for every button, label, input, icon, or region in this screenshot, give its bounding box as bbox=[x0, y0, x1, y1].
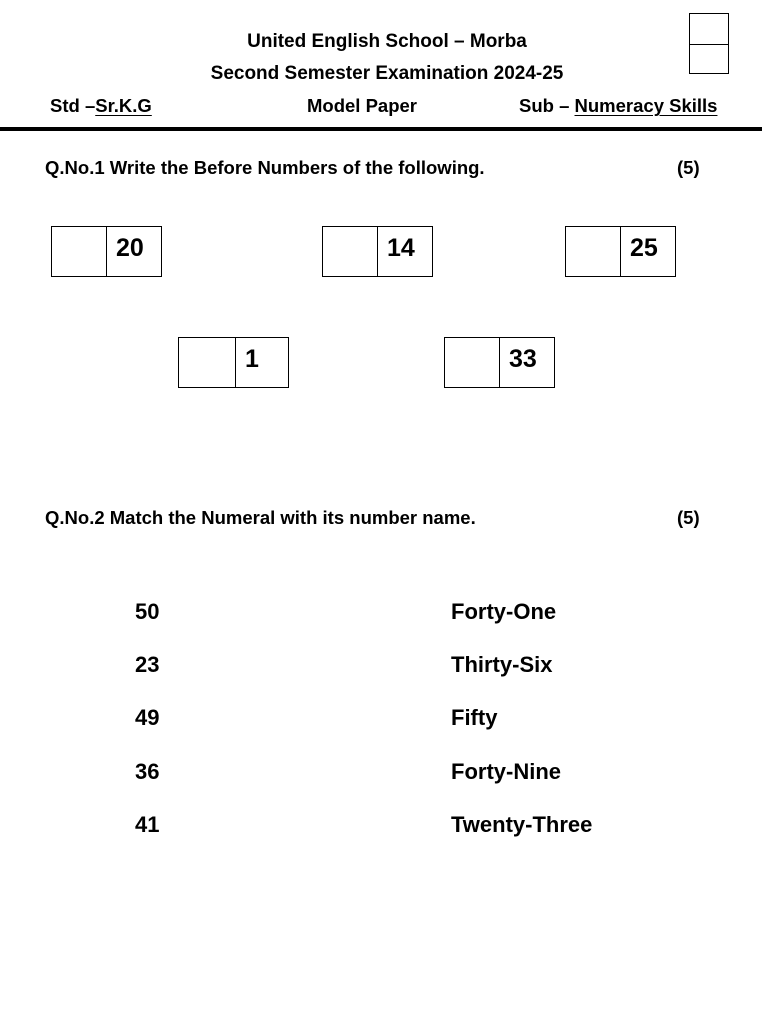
school-name: United English School – Morba bbox=[247, 31, 527, 52]
number-name-item: Fifty bbox=[451, 705, 498, 730]
number-name-item: Thirty-Six bbox=[451, 652, 553, 677]
std-prefix: Std – bbox=[50, 95, 96, 116]
given-number: 14 bbox=[387, 234, 415, 262]
answer-blank[interactable] bbox=[52, 227, 107, 276]
before-number-pair bbox=[51, 226, 162, 277]
numeral-item: 36 bbox=[135, 759, 160, 784]
answer-blank[interactable] bbox=[566, 227, 621, 276]
std-label bbox=[50, 95, 152, 117]
number-name-item: Twenty-Three bbox=[451, 812, 593, 837]
number-name-item: Forty-Nine bbox=[451, 759, 561, 784]
numeral-item: 23 bbox=[135, 652, 160, 677]
marks-box-divider bbox=[690, 44, 728, 45]
answer-blank[interactable] bbox=[445, 338, 500, 387]
before-number-pair bbox=[322, 226, 433, 277]
given-number: 33 bbox=[509, 345, 537, 373]
answer-blank[interactable] bbox=[179, 338, 236, 387]
header-rule bbox=[0, 127, 762, 131]
subject-value: Numeracy Skills bbox=[574, 95, 718, 116]
marks-box bbox=[689, 13, 729, 74]
numeral-item: 50 bbox=[135, 599, 160, 624]
given-number: 1 bbox=[245, 345, 259, 373]
std-value: Sr.K.G bbox=[95, 95, 152, 116]
before-number-pair bbox=[565, 226, 676, 277]
answer-blank[interactable] bbox=[323, 227, 378, 276]
question-2-marks: (5) bbox=[677, 507, 700, 528]
numeral-item: 49 bbox=[135, 705, 160, 730]
number-name-item: Forty-One bbox=[451, 599, 557, 624]
subject-prefix: Sub – bbox=[519, 95, 575, 116]
before-number-pair bbox=[178, 337, 289, 388]
given-number: 20 bbox=[116, 234, 144, 262]
question-1-marks: (5) bbox=[677, 157, 700, 178]
subject-label bbox=[519, 95, 717, 117]
numeral-item: 41 bbox=[135, 812, 160, 837]
question-1-text: Q.No.1 Write the Before Numbers of the following. bbox=[45, 157, 485, 178]
exam-title: Second Semester Examination 2024-25 bbox=[210, 63, 564, 84]
paper-type: Model Paper bbox=[307, 95, 417, 116]
given-number: 25 bbox=[630, 234, 658, 262]
question-2-text: Q.No.2 Match the Numeral with its number name. bbox=[45, 507, 476, 528]
before-number-pair bbox=[444, 337, 555, 388]
